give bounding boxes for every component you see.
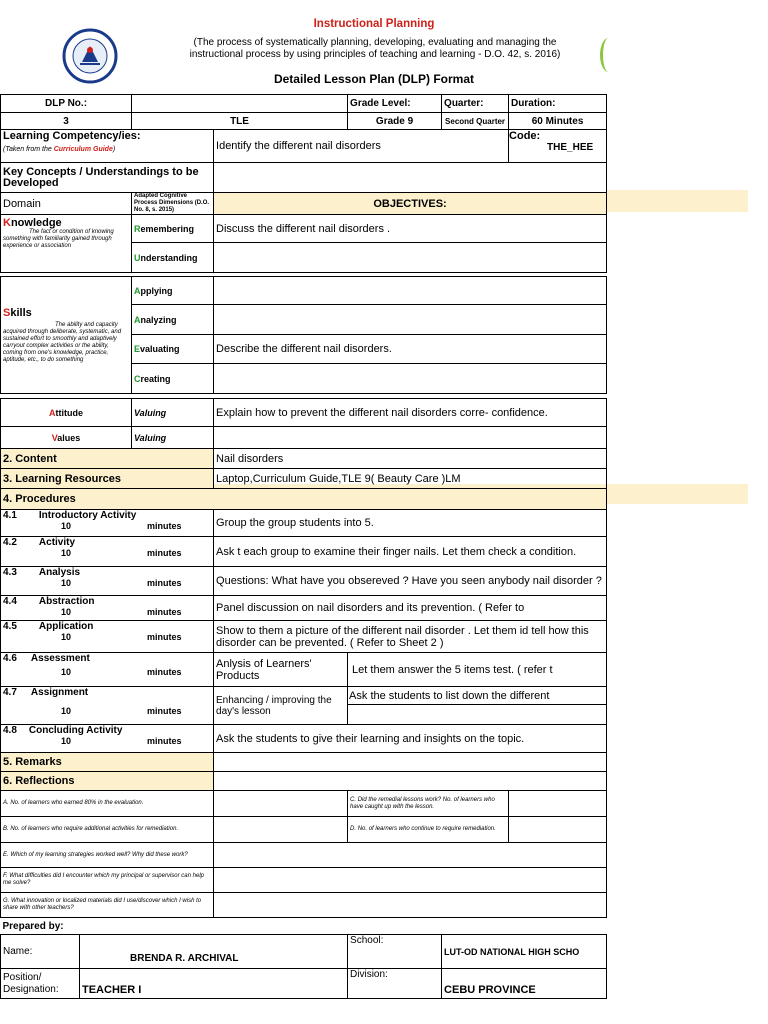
step-duration (3, 706, 211, 716)
process-applying (132, 277, 214, 305)
attitude-process: Valuing (132, 399, 214, 427)
attitude-domain (1, 399, 132, 427)
process-initial: A (134, 314, 141, 325)
blank-cell (132, 95, 348, 113)
values-rest: alues (57, 432, 81, 443)
values-domain (1, 427, 132, 449)
step-number: 4.6 (3, 653, 17, 664)
process-analyzing (132, 305, 214, 335)
step-duration (3, 632, 211, 642)
content-label: 2. Content (1, 449, 214, 469)
code-cell (509, 130, 607, 163)
division-value: CEBU PROVINCE (442, 969, 607, 999)
position-label: Position/ Designation: (1, 969, 80, 999)
procedure-row-4-1 (1, 510, 607, 537)
reflections-label: 6. Reflections (1, 772, 214, 791)
objectives-header-extension (606, 190, 748, 212)
step-heading (3, 567, 211, 578)
step-label-cell (1, 687, 214, 725)
values-initial: V (51, 432, 58, 443)
note-prefix: (Taken from the (3, 146, 54, 153)
objective-values (214, 427, 607, 449)
reflection-b-answer (214, 817, 348, 843)
step-label-cell (1, 567, 214, 596)
step-label-cell (1, 510, 214, 537)
reflection-e-answer (214, 843, 607, 868)
procedure-row-4-2 (1, 537, 607, 567)
step-minutes: 10 (61, 706, 72, 716)
content-value: Nail disorders (214, 449, 607, 469)
step-heading (3, 537, 211, 548)
knowledge-initial: K (3, 217, 11, 229)
division-label: Division: (348, 969, 442, 999)
skills-title (3, 307, 129, 319)
step-minutes: 10 (61, 736, 72, 746)
step-minutes: 10 (61, 578, 72, 588)
adapted-cognitive-header: Adapted Cognitive Process Dimensions (D.O. No. 8, s. 2015) (132, 193, 214, 215)
quarter-label: Quarter: (442, 95, 509, 113)
reflections-value (214, 772, 607, 791)
reflection-a-answer (214, 791, 348, 817)
objective-applying (214, 277, 607, 305)
resources-label: 3. Learning Resources (1, 469, 214, 489)
procedure-row-4-6 (1, 653, 607, 687)
step-name: Assessment (30, 653, 90, 664)
step-minutes: 10 (61, 521, 72, 531)
school-name: LUT-OD NATIONAL HIGH SCHO (442, 935, 607, 969)
procedures-label: 4. Procedures (1, 489, 214, 510)
step-minutes-unit: minutes (147, 521, 182, 531)
school-label: School: (348, 935, 442, 969)
reflection-c-answer (509, 791, 607, 817)
step-label-cell (1, 621, 214, 653)
reflection-d-answer (509, 817, 607, 843)
competency-label: Learning Competency/ies: (3, 130, 141, 142)
process-rest: valuating (140, 344, 180, 354)
step-number: 4.4 (3, 596, 17, 607)
knowledge-domain-cell (1, 215, 132, 273)
code-value: THE_HEE (547, 142, 594, 153)
dlp-format-title: Detailed Lesson Plan (DLP) Format (273, 72, 475, 86)
reflection-a: A. No. of learners who earned 80% in the evaluation. (1, 791, 214, 817)
name-label: Name: (1, 935, 80, 969)
reflection-f: F. What difficulties did I encounter which my principal or supervisor can help me solve? (1, 868, 214, 893)
step-heading (3, 725, 211, 736)
step-minutes-unit: minutes (147, 706, 182, 716)
step-text: Questions: What have you obsereved ? Have you seen anybody nail disorder ? (214, 567, 607, 596)
step-duration (3, 736, 211, 746)
objective-creating (214, 364, 607, 394)
attitude-rest: ttitude (55, 407, 83, 418)
step-duration (3, 578, 211, 588)
step-text: Ask the students to list down the different (348, 687, 607, 705)
grade-level-label: Grade Level: (348, 95, 442, 113)
reflection-b: B. No. of learners who require additional activities for remediation. (1, 817, 214, 843)
process-remembering (132, 215, 214, 243)
process-initial: R (134, 223, 141, 234)
step-text: Let them answer the 5 items test. ( refer t (348, 653, 607, 687)
remarks-label: 5. Remarks (1, 753, 214, 772)
step-minutes-unit: minutes (147, 632, 182, 642)
process-understanding (132, 243, 214, 273)
curriculum-guide-ref: Curriculum Guide (53, 146, 113, 153)
skills-rest: kills (10, 306, 32, 319)
objective-attitude: Explain how to prevent the different nail disorders corre- confidence. (214, 399, 607, 427)
step-minutes: 10 (61, 548, 72, 558)
step-minutes-unit: minutes (147, 607, 182, 617)
remarks-value (214, 753, 607, 772)
step-minutes-unit: minutes (147, 578, 182, 588)
step-number: 4.5 (3, 621, 17, 632)
step-label-cell (1, 725, 214, 753)
step-label-cell (1, 653, 214, 687)
step-number: 4.8 (3, 725, 17, 736)
learning-area: TLE (132, 113, 348, 130)
resources-value: Laptop,Curriculum Guide,TLE 9( Beauty Care )LM (214, 469, 607, 489)
duration-label: Duration: (509, 95, 607, 113)
process-evaluating (132, 335, 214, 364)
competency-value: Identify the different nail disorders (214, 130, 509, 163)
process-rest: nalyzing (140, 314, 177, 325)
position-value: TEACHER I (80, 969, 348, 999)
step-duration (3, 548, 211, 558)
document-header (0, 0, 768, 92)
step-minutes-unit: minutes (147, 736, 182, 746)
values-process: Valuing (132, 427, 214, 449)
assignment-type: Enhancing / improving the day's lesson (214, 687, 348, 725)
step-name: Concluding Activity (28, 725, 123, 736)
step-minutes-unit: minutes (147, 548, 182, 558)
attitude-initial: A (49, 407, 56, 418)
step-duration (3, 607, 211, 617)
partial-logo-icon (600, 38, 617, 72)
definition-line-1: (The process of systematically planning, developing, evaluating and managing the (193, 37, 557, 48)
procedure-row-4-4 (1, 596, 607, 621)
prepared-by-label: Prepared by: (1, 918, 607, 935)
step-name: Activity (38, 537, 76, 548)
domain-header: Domain (1, 193, 132, 215)
procedure-row-4-5 (1, 621, 607, 653)
process-initial: A (134, 285, 141, 296)
step-number: 4.7 (3, 687, 17, 698)
step-name: Abstraction (38, 596, 95, 607)
step-minutes-unit: minutes (147, 667, 182, 677)
objective-remembering: Discuss the different nail disorders . (214, 215, 607, 243)
procedure-row-4-7 (1, 687, 607, 705)
step-text: Group the group students into 5. (214, 510, 607, 537)
step-number: 4.3 (3, 567, 17, 578)
step-heading (3, 510, 211, 521)
objective-evaluating: Describe the different nail disorders. (214, 335, 607, 364)
step-heading (3, 687, 211, 698)
step-name: Application (38, 621, 94, 632)
knowledge-desc: The fact or condition of knowing something with familiarity gained through experience or association (3, 229, 114, 249)
note-suffix: ) (112, 146, 116, 153)
step-number: 4.1 (3, 510, 17, 521)
duration-value: 60 Minutes (509, 113, 607, 130)
key-concepts-label: Key Concepts / Understandings to be Developed (1, 163, 214, 193)
dlp-no-label: DLP No.: (1, 95, 132, 113)
step-heading (3, 596, 211, 607)
competency-note (3, 146, 211, 153)
skills-initial: S (3, 306, 11, 319)
step-minutes: 10 (61, 607, 72, 617)
procedures-header-fill (214, 489, 607, 510)
knowledge-rest: nowledge (10, 217, 62, 229)
objectives-header: OBJECTIVES: (214, 193, 607, 215)
knowledge-title (3, 217, 129, 229)
step-text: Show to them a picture of the different nail disorder . Let them id tell how this disorder can be prevented. ( Refer to Sheet 2 ) (214, 621, 607, 653)
process-rest: pplying (140, 285, 173, 296)
process-initial: C (134, 373, 141, 384)
step-name: Analysis (38, 567, 81, 578)
reflection-e: E. Which of my learning strategies worked well? Why did these work? (1, 843, 214, 868)
code-label: Code: (509, 130, 541, 142)
reflection-g: G. What innovation or localized materials did I use/discover which I wish to share with other teachers? (1, 893, 214, 918)
step-text: Ask t each group to examine their finger nails. Let them check a condition. (214, 537, 607, 567)
step-text: Panel discussion on nail disorders and its prevention. ( Refer to (214, 596, 607, 621)
reflection-g-answer (214, 893, 607, 918)
procedure-row-4-3 (1, 567, 607, 596)
step-minutes: 10 (61, 667, 72, 677)
instructional-planning-title: Instructional Planning (313, 18, 435, 30)
process-creating (132, 364, 214, 394)
objective-understanding (214, 243, 607, 273)
reflection-f-answer (214, 868, 607, 893)
step-duration (3, 521, 211, 531)
step-heading (3, 653, 211, 664)
step-text: Ask the students to give their learning and insights on the topic. (214, 725, 607, 753)
process-initial: E (134, 344, 141, 354)
skills-domain-cell (1, 277, 132, 394)
step-heading (3, 621, 211, 632)
dlp-table (0, 94, 607, 999)
step-duration (3, 667, 211, 677)
step-number: 4.2 (3, 537, 17, 548)
procedure-row-4-8 (1, 725, 607, 753)
skills-desc: The ability and capacity acquired through deliberate, systematic, and sustained effort to smoothly and adaptively carryout complex activities or the ability, coming from one's knowledge, practice, aptitude, etc., to do something (3, 321, 122, 363)
teacher-name: BRENDA R. ARCHIVAL (80, 935, 348, 969)
step-name: Assignment (30, 687, 89, 698)
step-minutes: 10 (61, 632, 72, 642)
grade-level-value: Grade 9 (348, 113, 442, 130)
objective-analyzing (214, 305, 607, 335)
process-rest: emembering (140, 223, 195, 234)
competency-label-cell (1, 130, 214, 163)
definition-line-2: instructional process by using principles of teaching and learning - D.O. 42, s. 2016) (189, 49, 561, 60)
step-label-cell (1, 596, 214, 621)
process-rest: nderstanding (140, 252, 198, 263)
definition-text (140, 37, 610, 61)
process-initial: U (134, 252, 141, 263)
key-concepts-value (214, 163, 607, 193)
blank-cell (348, 705, 607, 725)
reflection-c: C. Did the remedial lessons work? No. of learners who have caught up with the lesson. (348, 791, 509, 817)
step-name: Introductory Activity (38, 510, 137, 521)
step-label-cell (1, 537, 214, 567)
quarter-value: Second Quarter (442, 113, 509, 130)
process-rest: reating (140, 373, 171, 384)
assessment-type: Anlysis of Learners' Products (214, 653, 348, 687)
reflection-d: D. No. of learners who continue to require remediation. (348, 817, 509, 843)
dlp-no-value: 3 (1, 113, 132, 130)
